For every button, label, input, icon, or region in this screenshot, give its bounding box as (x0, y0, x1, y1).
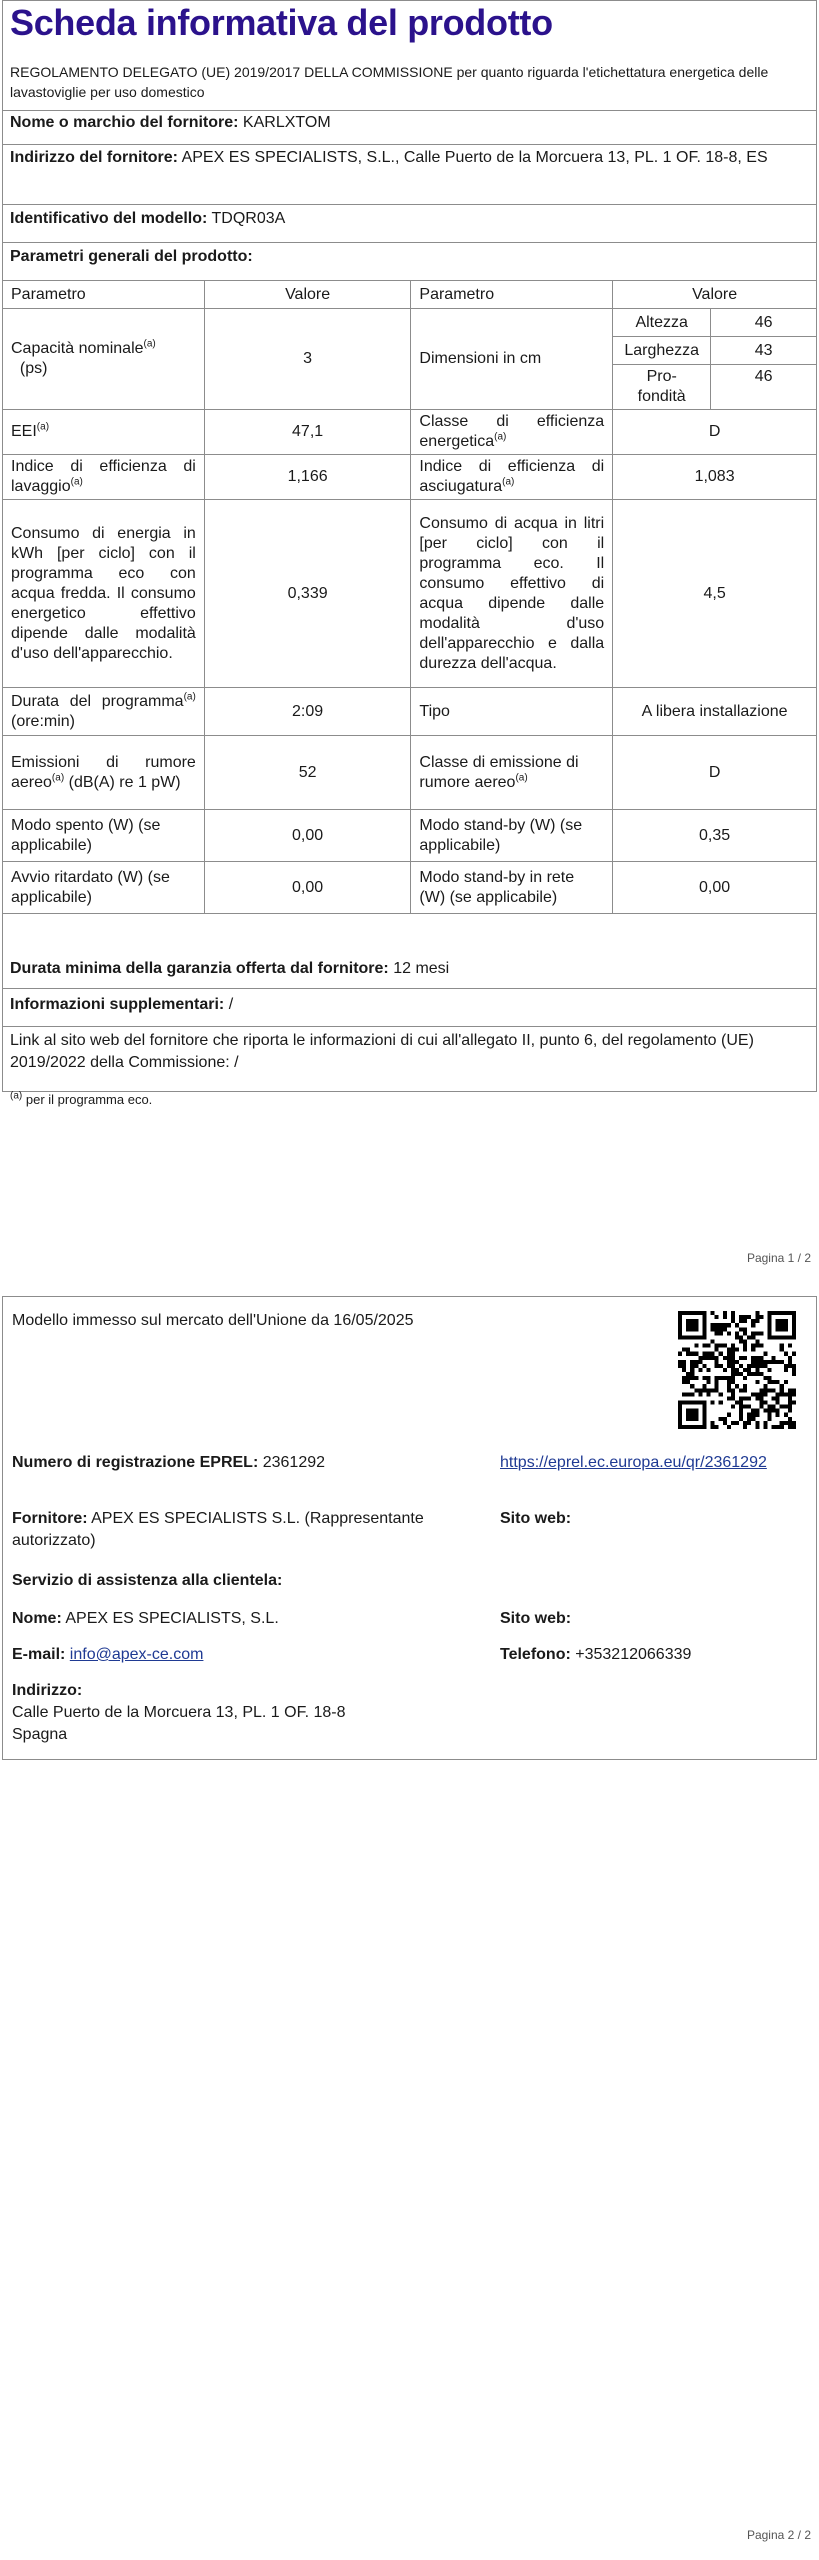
capacity-value: 3 (204, 309, 411, 410)
eei-label-cell (3, 410, 205, 455)
warranty-label: Durata minima della garanzia offerta dal fornitore: (10, 960, 389, 977)
customer-service-label: Servizio di assistenza alla clientela: (12, 1572, 283, 1589)
energy-class-label-cell (411, 410, 613, 455)
off-label: Modo spento (W) (se applicabile) (3, 810, 205, 862)
header-param-1: Parametro (3, 281, 205, 309)
eprel-field (12, 1452, 325, 1474)
eei-label: EEI (11, 423, 37, 440)
dimensions-label: Dimensioni in cm (411, 309, 613, 410)
spec-table (2, 280, 817, 914)
cleaning-label: Indice di efficienza di lavaggio (11, 458, 196, 495)
divider (2, 110, 817, 111)
network-standby-value: 0,00 (613, 862, 817, 914)
drying-value: 1,083 (613, 455, 817, 500)
qr-code[interactable] (678, 1311, 796, 1429)
height-label: Altezza (613, 309, 711, 337)
drying-label: Indice di efficienza di asciugatura (419, 458, 605, 495)
table-row (3, 736, 817, 810)
water-consumption-value: 4,5 (613, 500, 817, 688)
table-header-row (3, 281, 817, 309)
noise-label: Emissioni di rumore aereo (11, 753, 196, 791)
supplier-address-value: APEX ES SPECIALISTS, S.L., Calle Puerto de la Morcuera 13, PL. 1 OF. 18-8, ES (181, 149, 768, 166)
capacity-label-cell (3, 309, 205, 410)
footnote (10, 1092, 152, 1107)
additional-info-label: Informazioni supplementari: (10, 996, 225, 1013)
header-value-2: Valore (613, 281, 817, 309)
depth-label: Pro-fondità (613, 365, 711, 410)
header-param-2: Parametro (411, 281, 613, 309)
depth-value: 46 (711, 365, 817, 410)
warranty-value: 12 mesi (393, 960, 450, 977)
noise-value: 52 (204, 736, 411, 810)
phone-label: Telefono: (500, 1646, 571, 1663)
service-name-value: APEX ES SPECIALISTS, S.L. (65, 1610, 279, 1627)
eprel-value: 2361292 (262, 1454, 326, 1471)
warranty-field (10, 958, 449, 980)
divider (2, 144, 817, 145)
table-row (3, 410, 817, 455)
website-label-text: Sito web: (500, 1610, 572, 1627)
off-value: 0,00 (204, 810, 411, 862)
table-row (3, 455, 817, 500)
drying-label-cell (411, 455, 613, 500)
standby-label: Modo stand-by (W) (se applicabile) (411, 810, 613, 862)
additional-info-value: / (228, 996, 234, 1013)
model-field (10, 208, 285, 230)
noise-class-label: Classe di emissione di rumore aereo (419, 753, 579, 791)
model-label: Identificativo del modello: (10, 210, 208, 227)
supplier-name-value: KARLXTOM (242, 114, 331, 131)
phone-field (500, 1644, 691, 1666)
supplier-name-label: Nome o marchio del fornitore: (10, 114, 239, 131)
footnote-mark: (a) (143, 338, 156, 350)
model-value: TDQR03A (211, 210, 286, 227)
email-link[interactable]: info@apex-ce.com (69, 1646, 204, 1663)
general-params-label: Parametri generali del prodotto: (10, 248, 253, 265)
table-row (3, 688, 817, 736)
delay-label: Avvio ritardato (W) (se applicabile) (3, 862, 205, 914)
cleaning-value: 1,166 (204, 455, 411, 500)
page-number-2: Pagina 2 / 2 (746, 2528, 811, 2542)
type-label: Tipo (411, 688, 613, 736)
phone-value: +353212066339 (575, 1646, 692, 1663)
supplier-name-field (10, 112, 331, 134)
eprel-label: Numero di registrazione EPREL: (12, 1454, 259, 1471)
water-consumption-label: Consumo di acqua in litri [per ciclo] con il programma eco. Il consumo effettivo di acqua dipende dalle modalità d'uso dell'apparecchio e dalla durezza dell'acqua. (411, 500, 613, 688)
page-number-1: Pagina 1 / 2 (746, 1251, 811, 1265)
eprel-link[interactable]: https://eprel.ec.europa.eu/qr/2361292 (500, 1454, 767, 1471)
supplier-value: APEX ES SPECIALISTS S.L. (Rappresentante autorizzato) (12, 1510, 424, 1549)
type-value: A libera installazione (613, 688, 817, 736)
website-label-2 (500, 1608, 571, 1630)
duration-label-cell (3, 688, 205, 736)
header-value-1: Valore (204, 281, 411, 309)
website-label-text: Sito web: (500, 1510, 572, 1527)
supplier-address-field (10, 147, 810, 169)
cleaning-label-cell (3, 455, 205, 500)
regulation-text: REGOLAMENTO DELEGATO (UE) 2019/2017 DELLA COMMISSIONE per quanto riguarda l'etichettatura energetica delle lavastoviglie per uso domestico (10, 64, 769, 100)
standby-value: 0,35 (613, 810, 817, 862)
energy-consumption-label: Consumo di energia in kWh [per ciclo] con il programma eco con acqua fredda. Il consumo energetico effettivo dipende dalle modalità d'uso dell'apparecchio. (3, 500, 205, 688)
table-row (3, 309, 817, 337)
divider (2, 242, 817, 243)
table-row (3, 810, 817, 862)
footnote-mark: (a) (502, 476, 515, 488)
capacity-unit: (ps) (19, 360, 48, 377)
address-line-2: Spagna (12, 1726, 68, 1743)
capacity-label: Capacità nominale (11, 340, 144, 357)
service-name-field (12, 1608, 279, 1630)
noise-label-cell (3, 736, 205, 810)
page-title: Scheda informativa del prodotto (10, 2, 553, 43)
footnote-mark: (a) (515, 772, 528, 784)
duration-label: Durata del programma (11, 692, 184, 710)
customer-service-heading (12, 1570, 282, 1592)
weblink-text: Link al sito web del fornitore che riporta le informazioni di cui all'allegato II, punto 6, del regolamento (UE) 2019/2022 della Commissione: (10, 1032, 754, 1071)
market-date-text: Modello immesso sul mercato dell'Unione da 16/05/2025 (12, 1312, 414, 1329)
width-label: Larghezza (613, 337, 711, 365)
delay-value: 0,00 (204, 862, 411, 914)
footnote-mark: (a) (183, 691, 196, 703)
supplier-label: Fornitore: (12, 1510, 88, 1527)
divider (2, 204, 817, 205)
supplier-field (12, 1508, 492, 1552)
eei-value: 47,1 (204, 410, 411, 455)
duration-unit: (ore:min) (11, 712, 76, 730)
footnote-text: per il programma eco. (25, 1092, 153, 1107)
table-row (3, 862, 817, 914)
service-name-label: Nome: (12, 1610, 62, 1627)
weblink-field (10, 1030, 800, 1074)
footnote-mark: (a) (51, 772, 65, 784)
network-standby-label: Modo stand-by in rete (W) (se applicabile) (411, 862, 613, 914)
energy-class-label: Classe di efficienza energetica (419, 413, 605, 450)
noise-class-label-cell (411, 736, 613, 810)
noise-class-value: D (613, 736, 817, 810)
email-label: E-mail: (12, 1646, 66, 1663)
noise-unit: (dB(A) re 1 pW) (68, 773, 181, 791)
footnote-mark: (a) (36, 421, 50, 433)
supplier-address-label: Indirizzo del fornitore: (10, 149, 178, 166)
address-heading (12, 1680, 82, 1702)
weblink-value: / (234, 1054, 239, 1071)
address-line-1: Calle Puerto de la Morcuera 13, PL. 1 OF. 18-8 (12, 1704, 346, 1721)
additional-info-field (10, 994, 233, 1016)
divider (2, 1026, 817, 1027)
website-label-1 (500, 1508, 571, 1530)
energy-class-value: D (613, 410, 817, 455)
address-label: Indirizzo: (12, 1682, 83, 1699)
divider (2, 988, 817, 989)
email-field (12, 1644, 203, 1666)
table-row (3, 500, 817, 688)
duration-value: 2:09 (204, 688, 411, 736)
height-value: 46 (711, 309, 817, 337)
energy-consumption-value: 0,339 (204, 500, 411, 688)
general-params-heading (10, 246, 253, 268)
footnote-mark: (a) (70, 476, 83, 488)
footnote-mark: (a) (10, 1090, 23, 1102)
width-value: 43 (711, 337, 817, 365)
footnote-mark: (a) (494, 431, 507, 443)
